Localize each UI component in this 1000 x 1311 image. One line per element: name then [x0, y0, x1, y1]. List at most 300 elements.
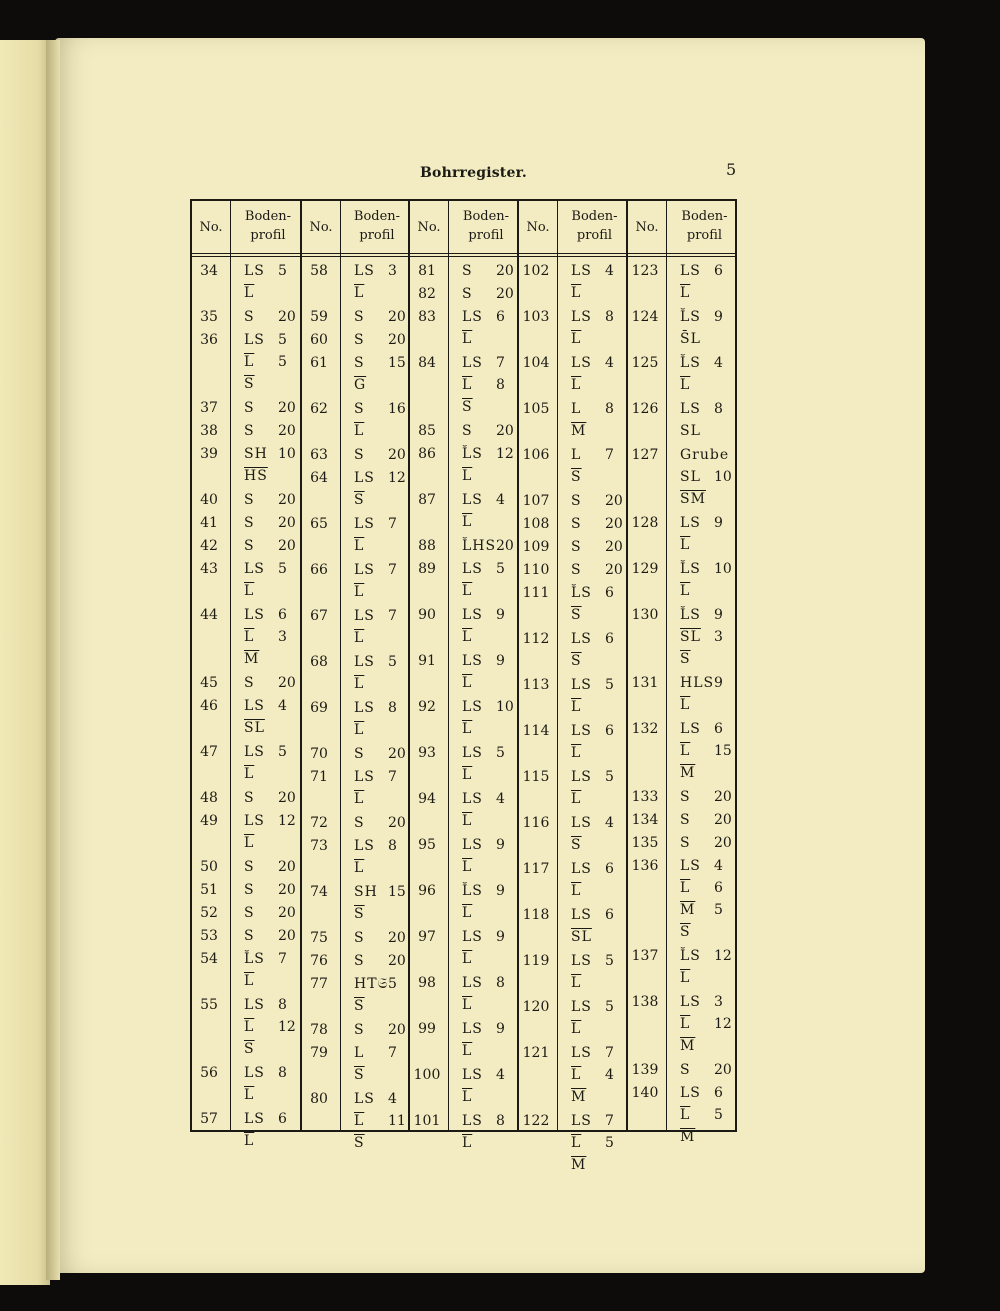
soil-layer-code: S	[354, 746, 365, 762]
borehole-number: 48	[200, 790, 218, 806]
soil-layer-code: L̆HS	[462, 538, 497, 554]
layer-depth: 5	[278, 263, 287, 279]
borehole-number: 112	[522, 631, 550, 647]
layer-depth: 4	[605, 263, 614, 279]
soil-layer-code: LS	[354, 769, 375, 785]
soil-layer-code: S	[571, 539, 582, 555]
borehole-number: 36	[200, 332, 218, 348]
soil-layer-code: $\overline{L}$	[571, 1021, 582, 1037]
borehole-number: 86	[418, 446, 436, 462]
borehole-number: 111	[522, 585, 550, 601]
layer-depth: 20	[278, 675, 296, 691]
soil-layer-code: $\overline{L}$	[354, 791, 365, 807]
header-bodenprofil: Boden- profil	[353, 209, 401, 243]
soil-layer-code: SH	[354, 884, 378, 900]
layer-depth: 8	[278, 997, 287, 1013]
layer-depth: 9	[714, 515, 723, 531]
soil-layer-code: S	[244, 928, 255, 944]
layer-depth: 5	[605, 769, 614, 785]
borehole-number: 38	[200, 423, 218, 439]
layer-depth: 4	[714, 355, 723, 371]
borehole-number: 109	[522, 539, 550, 555]
soil-layer-code: S	[462, 286, 473, 302]
header-no: No.	[635, 220, 659, 235]
layer-depth: 5	[605, 999, 614, 1015]
layer-depth: 7	[605, 1113, 614, 1129]
borehole-number: 91	[418, 653, 436, 669]
layer-depth: 8	[388, 700, 397, 716]
soil-layer-code: $\overline{G}$	[354, 377, 367, 393]
layer-depth: 9	[496, 883, 505, 899]
soil-layer-code: $\overline{SL}$	[680, 629, 701, 645]
borehole-number: 55	[200, 997, 218, 1013]
soil-layer-code: $\overline{M}$	[244, 651, 260, 667]
borehole-number: 42	[200, 538, 218, 554]
soil-layer-code: LS	[571, 263, 592, 279]
soil-layer-code: LS	[354, 700, 375, 716]
borehole-number: 97	[418, 929, 436, 945]
borehole-number: 64	[310, 470, 328, 486]
soil-layer-code: LS	[571, 815, 592, 831]
borehole-number: 56	[200, 1065, 218, 1081]
borehole-number: 88	[418, 538, 436, 554]
borehole-number: 47	[200, 744, 218, 760]
soil-layer-code: LS	[462, 561, 483, 577]
layer-depth: 10	[496, 699, 514, 715]
layer-depth: 4	[714, 858, 723, 874]
soil-layer-code: LS	[462, 355, 483, 371]
layer-depth: 5	[388, 654, 397, 670]
layer-depth: 5	[714, 902, 723, 918]
soil-layer-code: $\overline{S}$	[571, 837, 582, 853]
soil-layer-code: LS	[571, 769, 592, 785]
soil-layer-code: $\overline{L}$	[571, 791, 582, 807]
soil-layer-code: $\overline{L}$	[462, 767, 473, 783]
borehole-number: 95	[418, 837, 436, 853]
soil-layer-code: $\overline{L}$	[462, 583, 473, 599]
borehole-number: 45	[200, 675, 218, 691]
soil-layer-code: SL	[680, 423, 701, 439]
soil-layer-code: LS	[244, 561, 265, 577]
soil-layer-code: $\overline{L}$	[244, 285, 255, 301]
soil-layer-code: LS	[680, 994, 701, 1010]
soil-layer-code: $\overline{L}$	[462, 1135, 473, 1151]
soil-layer-code: $\overline{S}$	[354, 1067, 365, 1083]
soil-layer-code: $\overline{L}$	[244, 629, 255, 645]
layer-depth: 5	[388, 976, 397, 992]
soil-layer-code: $\overline{M}$	[571, 423, 587, 439]
header-rule	[192, 253, 735, 254]
layer-depth: 3	[388, 263, 397, 279]
borehole-number: 90	[418, 607, 436, 623]
borehole-number: 98	[418, 975, 436, 991]
layer-depth: 10	[278, 446, 296, 462]
soil-layer-code: LS	[354, 263, 375, 279]
soil-layer-code: L̆S	[680, 309, 701, 325]
layer-depth: 20	[605, 516, 623, 532]
layer-depth: 20	[496, 538, 514, 554]
layer-depth: 20	[278, 928, 296, 944]
header-no: No.	[309, 220, 333, 235]
soil-layer-code: $\overline{SM}$	[680, 491, 706, 507]
soil-layer-code: LS	[354, 654, 375, 670]
soil-layer-code: $\overline{L}$	[571, 1135, 582, 1151]
borehole-number: 94	[418, 791, 436, 807]
layer-depth: 12	[714, 948, 732, 964]
layer-depth: 15	[388, 355, 406, 371]
layer-depth: 20	[605, 562, 623, 578]
soil-layer-code: LS	[680, 721, 701, 737]
soil-layer-code: LS	[462, 745, 483, 761]
soil-layer-code: $\overline{L}$	[354, 676, 365, 692]
layer-depth: 20	[278, 309, 296, 325]
borehole-number: 62	[310, 401, 328, 417]
borehole-number: 104	[522, 355, 550, 371]
borehole-number: 46	[200, 698, 218, 714]
soil-layer-code: S	[244, 905, 255, 921]
soil-layer-code: LS	[354, 608, 375, 624]
borehole-number: 71	[310, 769, 328, 785]
layer-depth: 20	[388, 1022, 406, 1038]
soil-layer-code: $\overline{M}$	[680, 1129, 696, 1145]
soil-layer-code: S	[244, 675, 255, 691]
header-no: No.	[417, 220, 441, 235]
borehole-number: 73	[310, 838, 328, 854]
soil-layer-code: S	[244, 492, 255, 508]
soil-layer-code: $\overline{L}$	[462, 905, 473, 921]
layer-depth: 4	[605, 1067, 614, 1083]
soil-layer-code: S	[571, 562, 582, 578]
soil-layer-code: $\overline{L}$	[462, 1043, 473, 1059]
layer-depth: 9	[714, 675, 723, 691]
borehole-number: 63	[310, 447, 328, 463]
soil-layer-code: HLS	[680, 675, 715, 691]
soil-layer-code: $\overline{S}$	[354, 998, 365, 1014]
soil-layer-code: $\overline{L}$	[462, 859, 473, 875]
layer-depth: 7	[388, 516, 397, 532]
borehole-number: 43	[200, 561, 218, 577]
soil-layer-code: $\overline{L}$	[571, 975, 582, 991]
layer-depth: 20	[278, 905, 296, 921]
soil-layer-code: $\overline{S}$	[680, 924, 691, 940]
soil-layer-code: LS	[244, 332, 265, 348]
borehole-number: 124	[631, 309, 659, 325]
borehole-number: 41	[200, 515, 218, 531]
soil-layer-code: $\overline{L}$	[244, 973, 255, 989]
borehole-number: 87	[418, 492, 436, 508]
soil-layer-code: LS	[244, 263, 265, 279]
borehole-number: 108	[522, 516, 550, 532]
layer-depth: 20	[278, 882, 296, 898]
number-column-rule	[666, 201, 667, 1130]
borehole-number: 57	[200, 1111, 218, 1127]
layer-depth: 7	[388, 1045, 397, 1061]
layer-depth: 6	[496, 309, 505, 325]
borehole-number: 83	[418, 309, 436, 325]
layer-depth: 6	[605, 723, 614, 739]
layer-depth: 10	[714, 561, 732, 577]
book-gutter	[46, 40, 60, 1280]
borehole-number: 50	[200, 859, 218, 875]
borehole-number: 125	[631, 355, 659, 371]
layer-depth: 4	[496, 791, 505, 807]
soil-layer-code: $\overline{L}$	[462, 721, 473, 737]
borehole-number: 103	[522, 309, 550, 325]
soil-layer-code: $\overline{L}$	[354, 1113, 365, 1129]
layer-depth: 20	[714, 835, 732, 851]
layer-depth: 8	[496, 377, 505, 393]
borehole-number: 82	[418, 286, 436, 302]
soil-layer-code: $\overline{L}$	[462, 675, 473, 691]
layer-depth: 8	[605, 401, 614, 417]
soil-layer-code: SH	[244, 446, 268, 462]
soil-layer-code: LS	[680, 515, 701, 531]
borehole-number: 116	[522, 815, 550, 831]
soil-layer-code: S	[354, 401, 365, 417]
soil-layer-code: S	[571, 516, 582, 532]
layer-depth: 6	[714, 263, 723, 279]
soil-layer-code: S	[680, 812, 691, 828]
soil-layer-code: LS	[462, 607, 483, 623]
layer-depth: 20	[388, 309, 406, 325]
layer-depth: 4	[605, 815, 614, 831]
soil-layer-code: LS	[244, 698, 265, 714]
layer-depth: 5	[496, 745, 505, 761]
soil-layer-code: $\overline{S}$	[354, 492, 365, 508]
layer-depth: 12	[278, 813, 296, 829]
soil-layer-code: $\overline{L}$	[680, 377, 691, 393]
soil-layer-code: LS	[462, 1067, 483, 1083]
soil-layer-code: $\overline{L}$	[571, 377, 582, 393]
soil-layer-code: $\overline{L}$	[462, 629, 473, 645]
borehole-number: 92	[418, 699, 436, 715]
soil-layer-code: S	[462, 263, 473, 279]
soil-layer-code: $\overline{L}$	[244, 583, 255, 599]
soil-layer-code: $\overline{L}$	[354, 722, 365, 738]
soil-layer-code: $\overline{S}$	[354, 906, 365, 922]
soil-layer-code: LS	[244, 744, 265, 760]
soil-layer-code: S	[354, 355, 365, 371]
layer-depth: 6	[278, 607, 287, 623]
borehole-number: 44	[200, 607, 218, 623]
layer-depth: 3	[278, 629, 287, 645]
soil-layer-code: $\overline{L}$	[571, 285, 582, 301]
soil-layer-code: S	[354, 447, 365, 463]
borehole-number: 52	[200, 905, 218, 921]
borehole-number: 58	[310, 263, 328, 279]
soil-layer-code: L̆S	[680, 561, 701, 577]
layer-depth: 4	[388, 1091, 397, 1107]
layer-depth: 5	[605, 953, 614, 969]
borehole-number: 76	[310, 953, 328, 969]
layer-depth: 20	[278, 515, 296, 531]
soil-layer-code: LS	[354, 838, 375, 854]
layer-depth: 15	[714, 743, 732, 759]
soil-layer-code: $\overline{L}$	[354, 538, 365, 554]
soil-layer-code: LS	[571, 677, 592, 693]
soil-layer-code: S	[354, 309, 365, 325]
borehole-number: 67	[310, 608, 328, 624]
header-no: No.	[526, 220, 550, 235]
borehole-number: 66	[310, 562, 328, 578]
borehole-number: 107	[522, 493, 550, 509]
soil-layer-code: L̆S	[680, 607, 701, 623]
soil-layer-code: LS	[462, 699, 483, 715]
soil-layer-code: S	[244, 423, 255, 439]
soil-layer-code: $\overline{SL}$	[571, 929, 592, 945]
soil-layer-code: $\overline{L}$	[462, 514, 473, 530]
soil-layer-code: $\overline{L}$	[354, 423, 365, 439]
layer-depth: 20	[496, 286, 514, 302]
header-bodenprofil: Boden- profil	[681, 209, 728, 243]
layer-depth: 11	[388, 1113, 406, 1129]
borehole-number: 136	[631, 858, 659, 874]
soil-layer-code: $\overline{S}$	[571, 607, 582, 623]
layer-depth: 6	[605, 631, 614, 647]
layer-depth: 7	[605, 447, 614, 463]
layer-depth: 20	[388, 332, 406, 348]
layer-depth: 6	[714, 1085, 723, 1101]
page-number: 5	[726, 160, 737, 179]
soil-layer-code: LS	[244, 813, 265, 829]
soil-layer-code: S	[680, 789, 691, 805]
soil-layer-code: $\overline{L}$	[354, 285, 365, 301]
layer-depth: 8	[605, 309, 614, 325]
borehole-number: 35	[200, 309, 218, 325]
layer-depth: 20	[496, 263, 514, 279]
running-head: Bohrregister.	[420, 165, 527, 181]
borehole-number: 105	[522, 401, 550, 417]
soil-layer-code: $\overline{S}$	[571, 469, 582, 485]
soil-layer-code: $\overline{L}$	[680, 1107, 691, 1123]
layer-depth: 5	[278, 561, 287, 577]
soil-layer-code: $\overline{M}$	[680, 765, 696, 781]
borehole-number: 70	[310, 746, 328, 762]
borehole-number: 110	[522, 562, 550, 578]
soil-layer-code: S	[571, 493, 582, 509]
layer-depth: 4	[496, 492, 505, 508]
soil-layer-code: $\overline{SL}$	[244, 720, 265, 736]
soil-layer-code: $\overline{L}$	[462, 377, 473, 393]
borehole-number: 133	[631, 789, 659, 805]
number-column-rule	[340, 201, 341, 1130]
borehole-number: 75	[310, 930, 328, 946]
layer-depth: 20	[714, 1062, 732, 1078]
layer-depth: 9	[714, 309, 723, 325]
soil-layer-code: $\overline{L}$	[571, 1067, 582, 1083]
soil-layer-code: S	[680, 1062, 691, 1078]
soil-layer-code: LS	[571, 1045, 592, 1061]
borehole-number: 40	[200, 492, 218, 508]
borehole-number: 53	[200, 928, 218, 944]
layer-depth: 6	[714, 721, 723, 737]
borehole-number: 79	[310, 1045, 328, 1061]
soil-layer-code: $\overline{L}$	[680, 743, 691, 759]
soil-layer-code: $\overline{L}$	[680, 697, 691, 713]
header-bodenprofil: Boden- profil	[571, 209, 618, 243]
soil-layer-code: LS	[462, 492, 483, 508]
bohrregister-table	[190, 199, 737, 1173]
soil-layer-code: $\overline{M}$	[571, 1157, 587, 1173]
layer-depth: 20	[388, 746, 406, 762]
header-bodenprofil: Boden- profil	[462, 209, 510, 243]
borehole-number: 114	[522, 723, 550, 739]
soil-layer-code: $\overline{M}$	[680, 902, 696, 918]
borehole-number: 106	[522, 447, 550, 463]
borehole-number: 37	[200, 400, 218, 416]
soil-layer-code: $\overline{L}$	[462, 997, 473, 1013]
soil-layer-code: LS	[680, 1085, 701, 1101]
layer-depth: 7	[278, 951, 287, 967]
layer-depth: 20	[388, 953, 406, 969]
soil-layer-code: $\overline{L}$	[244, 1087, 255, 1103]
soil-layer-code: LS	[571, 999, 592, 1015]
borehole-number: 65	[310, 516, 328, 532]
soil-layer-code: L̆S	[462, 446, 483, 462]
layer-depth: 4	[496, 1067, 505, 1083]
soil-layer-code: L̆S	[680, 948, 701, 964]
soil-layer-code: $\overline{L}$	[571, 745, 582, 761]
layer-depth: 6	[278, 1111, 287, 1127]
borehole-number: 77	[310, 976, 328, 992]
soil-layer-code: S	[680, 835, 691, 851]
soil-layer-code: S	[244, 790, 255, 806]
soil-layer-code: $\overline{M}$	[571, 1089, 587, 1105]
soil-layer-code: $\overline{L}$	[244, 766, 255, 782]
layer-depth: 12	[714, 1016, 732, 1032]
layer-depth: 3	[714, 994, 723, 1010]
borehole-number: 132	[631, 721, 659, 737]
soil-layer-code: LS	[462, 791, 483, 807]
header-bodenprofil: Boden- profil	[244, 209, 292, 243]
soil-layer-code: LS	[462, 309, 483, 325]
soil-layer-code: S	[244, 859, 255, 875]
layer-depth: 20	[388, 930, 406, 946]
borehole-number: 119	[522, 953, 550, 969]
soil-layer-code: $\overline{S}$	[244, 1041, 255, 1057]
soil-layer-code: LS	[571, 723, 592, 739]
layer-depth: 20	[278, 859, 296, 875]
soil-layer-code: SL	[680, 469, 701, 485]
layer-depth: 5	[278, 354, 287, 370]
borehole-number: 60	[310, 332, 328, 348]
borehole-number: 139	[631, 1062, 659, 1078]
soil-layer-code: LS	[571, 631, 592, 647]
layer-depth: 20	[278, 538, 296, 554]
layer-depth: 5	[278, 332, 287, 348]
borehole-number: 68	[310, 654, 328, 670]
soil-layer-code: $\overline{L}$	[462, 1089, 473, 1105]
soil-layer-code: LS	[680, 401, 701, 417]
soil-layer-code: LS	[244, 1065, 265, 1081]
layer-depth: 8	[496, 975, 505, 991]
soil-layer-code: LS	[680, 263, 701, 279]
layer-depth: 12	[278, 1019, 296, 1035]
soil-layer-code: S	[354, 930, 365, 946]
borehole-number: 39	[200, 446, 218, 462]
soil-layer-code: LS	[571, 1113, 592, 1129]
layer-depth: 7	[388, 769, 397, 785]
layer-depth: 7	[496, 355, 505, 371]
layer-depth: 8	[388, 838, 397, 854]
soil-layer-code: LS	[462, 1113, 483, 1129]
borehole-number: 120	[522, 999, 550, 1015]
layer-depth: 20	[714, 812, 732, 828]
header-no: No.	[199, 220, 223, 235]
layer-depth: 12	[496, 446, 514, 462]
soil-layer-code: S	[244, 882, 255, 898]
soil-layer-code: S	[462, 423, 473, 439]
